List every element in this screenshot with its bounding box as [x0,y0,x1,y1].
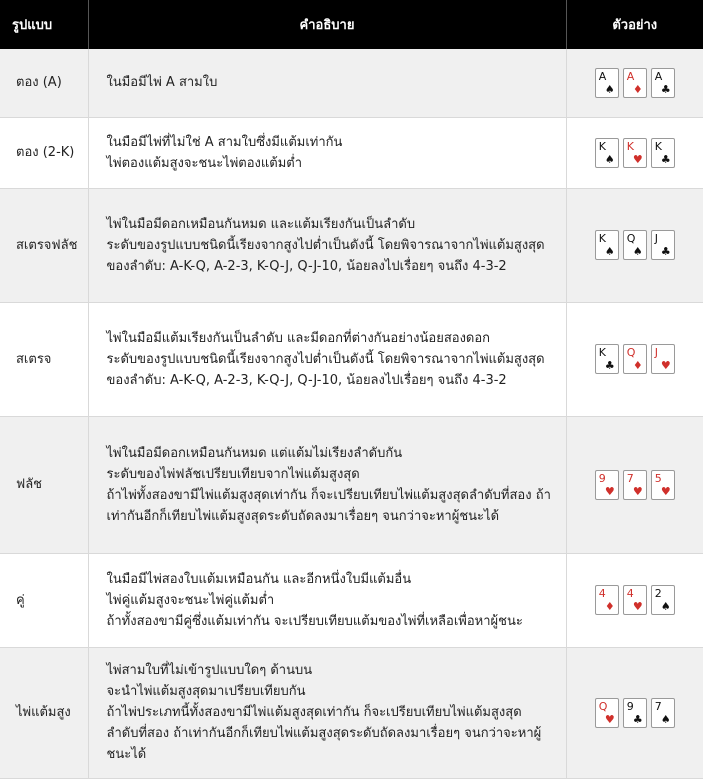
example-cards [566,553,703,647]
playing-card [595,68,619,98]
hand-rank-name: ตอง (2-K) [0,117,88,188]
card-suit-icon: ♠ [660,600,671,613]
card-rank: Q [626,232,636,245]
card-rank: K [598,232,606,245]
description-line: ไพ่สามใบที่ไม่เข้ารูปแบบใดๆ ด้านบน [106,663,313,678]
card-rank: Q [598,699,608,713]
hand-description [88,416,566,553]
card-suit-icon: ♦ [632,359,643,372]
description-line: ถ้าไพ่ทั้งสองขามีไพ่แต้มสูงสุดเท่ากัน ก็จะเปรียบเทียบไพ่แต้มสูงสุดลำดับที่สอง ถ้าเท่ากันอีกก็เทียบไพ่แต้มสูงสุดระดับถัดลงมาเรื่อยๆ จนกว่าจะหาผู้ชนะได้ [106,487,551,524]
header-row [0,0,703,49]
card-suit-icon: ♠ [660,712,671,726]
card-rank: A [598,69,607,83]
playing-card [651,470,675,500]
card-suit-icon: ♥ [660,359,671,372]
table-row [0,647,703,778]
example-cards [566,188,703,302]
card-suit-icon: ♥ [632,600,643,613]
card-rank: 9 [626,699,634,713]
card-suit-icon: ♠ [604,245,615,258]
description-line: ไพ่ในมือมีแต้มเรียงกันเป็นลำดับ และมีดอกที่ต่างกันอย่างน้อยสองดอก [106,330,491,346]
hand-rank-name: คู่ [0,553,88,647]
hand-description [88,117,566,188]
description-line: จะนำไพ่แต้มสูงสุดมาเปรียบเทียบกัน [106,684,306,699]
description-line: ไพ่คู่แต้มสูงจะชนะไพ่คู่แต้มต่ำ [106,592,275,608]
playing-card [651,344,675,374]
hand-rank-name: ฟลัช [0,416,88,553]
table-row [0,49,703,117]
card-rank: K [598,139,606,153]
playing-card [623,344,647,374]
description-line: ในมือมีไพ่ A สามใบ [106,75,218,91]
playing-card [651,68,675,98]
card-rank: J [654,346,658,359]
card-rank: 4 [626,587,634,600]
card-suit-icon: ♣ [604,359,615,372]
playing-card [623,585,647,615]
description-line: ในมือมีไพ่ที่ไม่ใช่ A สามใบซึ่งมีแต้มเท่ากัน [106,134,343,150]
hand-description [88,647,566,778]
table-header [0,0,703,49]
table-row [0,302,703,416]
playing-card [651,230,675,260]
card-suit-icon: ♣ [660,82,671,96]
card-suit-icon: ♥ [660,484,671,498]
card-suit-icon: ♥ [604,484,615,498]
example-cards [566,416,703,553]
hand-rank-name: ตอง (A) [0,49,88,117]
playing-card [623,698,647,728]
playing-card [651,698,675,728]
playing-card [595,138,619,168]
card-suit-icon: ♠ [604,152,615,166]
playing-card [623,230,647,260]
card-rank: A [626,69,635,83]
table-body [0,49,703,778]
playing-card [623,138,647,168]
card-rank: 7 [654,699,662,713]
description-line: ระดับของไพ่ฟลัชเปรียบเทียบจากไพ่แต้มสูงสุด [106,466,360,482]
header-example: ตัวอย่าง [566,0,703,49]
playing-card [651,138,675,168]
card-rank: K [598,346,606,359]
hand-rank-name: สเตรจฟลัช [0,188,88,302]
description-line: ไพ่ตองแต้มสูงจะชนะไพ่ตองแต้มต่ำ [106,155,303,171]
header-description: คำอธิบาย [88,0,566,49]
description-line: ถ้าไพ่ประเภทนี้ทั้งสองขามีไพ่แต้มสูงสุดเท่ากัน ก็จะเปรียบเทียบไพ่แต้มสูงสุดลำดับที่สอง ถ้าเท่ากันอีกก็เทียบไพ่แต้มสูงสุดระดับถัดลงมาเรื่อยๆ จนกว่าจะหาผู้ชนะได้ [106,705,542,762]
description-line: ระดับของรูปแบบชนิดนี้เรียงจากสูงไปต่ำเป็นดังนี้ โดยพิจารณาจากไพ่แต้มสูงสุดของลำดับ: A-K-Q, A-2-3, K-Q-J, Q-J-10, น้อยลงไปเรื่อยๆ จนถึง 4-3-2 [106,351,545,388]
card-rank: 7 [626,471,634,485]
description-line: ระดับของรูปแบบชนิดนี้เรียงจากสูงไปต่ำเป็นดังนี้ โดยพิจารณาจากไพ่แต้มสูงสุดของลำดับ: A-K-Q, A-2-3, K-Q-J, Q-J-10, น้อยลงไปเรื่อยๆ จนถึง 4-3-2 [106,237,545,274]
card-suit-icon: ♣ [660,245,671,258]
card-suit-icon: ♥ [604,712,615,726]
card-suit-icon: ♦ [632,82,643,96]
card-rank: 2 [654,587,662,600]
playing-card [651,585,675,615]
playing-card [595,230,619,260]
card-rank: K [654,139,662,153]
card-rank: A [654,69,663,83]
card-suit-icon: ♣ [660,152,671,166]
playing-card [595,470,619,500]
header-rank: รูปแบบ [0,0,88,49]
hand-description [88,302,566,416]
card-suit-icon: ♠ [604,82,615,96]
table-row [0,553,703,647]
card-rank: 9 [598,471,606,485]
table-row [0,416,703,553]
hand-description [88,49,566,117]
description-line: ถ้าทั้งสองขามีคู่ซึ่งแต้มเท่ากัน จะเปรียบเทียบแต้มของไพ่ที่เหลือเพื่อหาผู้ชนะ [106,613,523,629]
playing-card [595,344,619,374]
card-suit-icon: ♥ [632,484,643,498]
card-suit-icon: ♣ [632,712,643,726]
example-cards [566,302,703,416]
hand-description [88,553,566,647]
table-row [0,188,703,302]
playing-card [623,470,647,500]
example-cards [566,49,703,117]
card-suit-icon: ♦ [604,600,615,613]
description-line: ไพ่ในมือมีดอกเหมือนกันหมด และแต้มเรียงกันเป็นลำดับ [106,216,416,232]
playing-card [595,585,619,615]
card-rank: 4 [598,587,606,600]
playing-card [595,698,619,728]
card-rank: K [626,139,634,153]
playing-card [623,68,647,98]
card-suit-icon: ♠ [632,245,643,258]
hand-rank-name: ไพ่แต้มสูง [0,647,88,778]
card-rank: Q [626,346,636,359]
card-suit-icon: ♥ [632,152,643,166]
hand-rank-name: สเตรจ [0,302,88,416]
description-line: ในมือมีไพ่สองใบแต้มเหมือนกัน และอีกหนึ่งใบมีแต้มอื่น [106,571,412,587]
example-cards [566,647,703,778]
table-row [0,117,703,188]
hand-description [88,188,566,302]
description-line: ไพ่ในมือมีดอกเหมือนกันหมด แต่แต้มไม่เรียงลำดับกัน [106,445,403,461]
example-cards [566,117,703,188]
card-rank: 5 [654,471,662,485]
card-rank: J [654,232,658,245]
